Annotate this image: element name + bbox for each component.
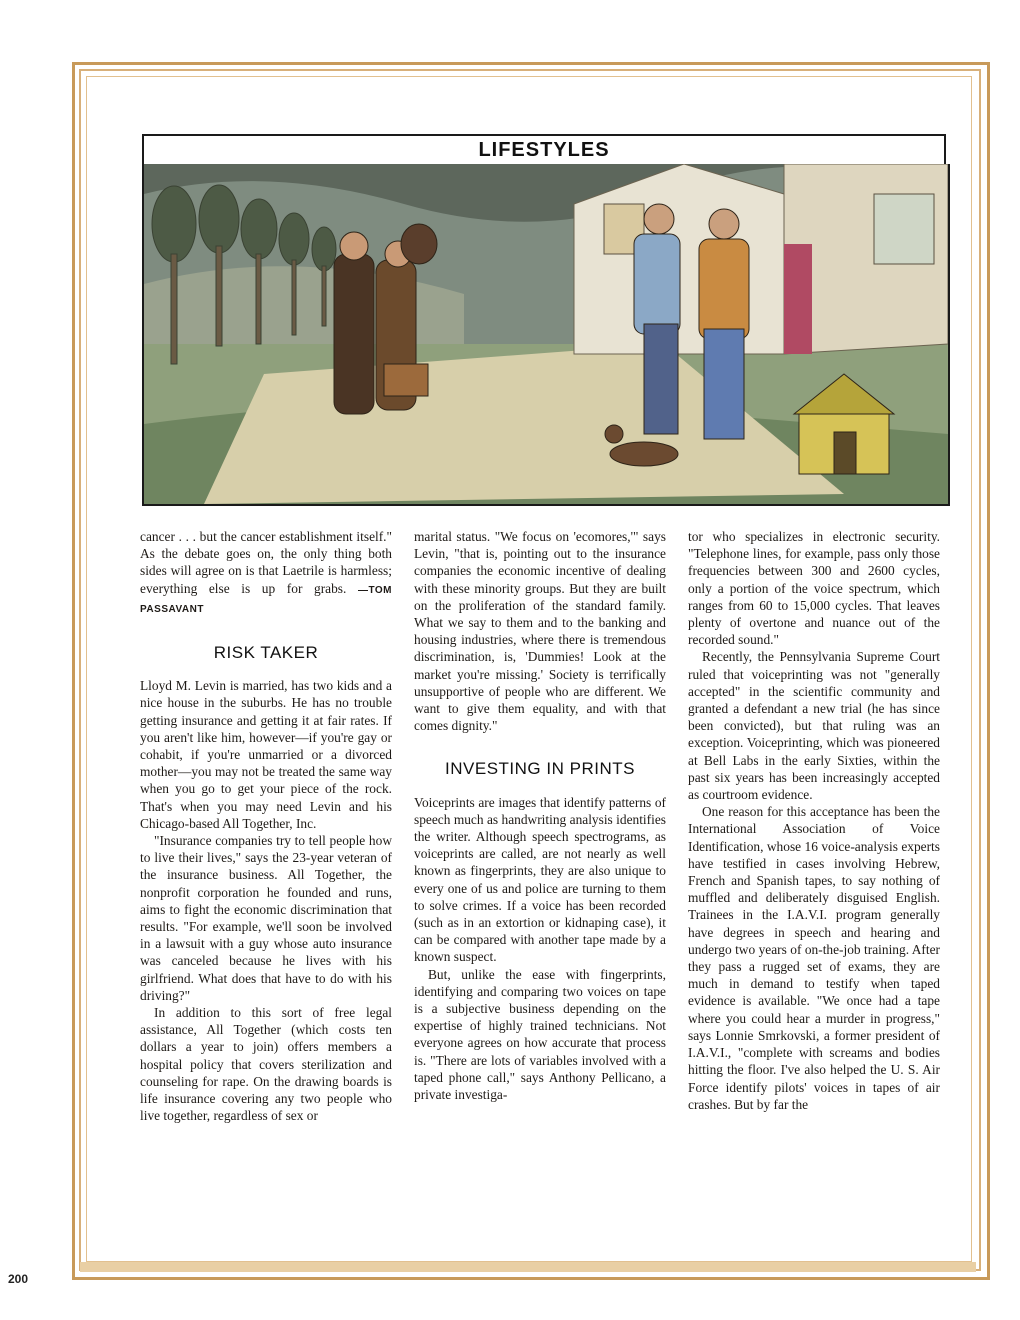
paragraph: tor who specializes in electronic security. "Telephone lines, for example, pass only those frequencies between 300 and 2600 cycles, only a portion of the voice spectrum, which ranges from 60 to 15,000 cycles. That leaves plenty of overtone and nuance out of the recorded sound." [688,529,940,648]
intro-text: cancer . . . but the cancer establishment itself." As the debate goes on, the only thing both sides will agree on is that Laetrile is harmless; everything else is up for grabs. [140,529,392,596]
paragraph: Lloyd M. Levin is married, has two kids and a nice house in the suburbs. He has no trouble getting insurance and getting it at fair rates. If you aren't like him, however—if you're gay or cohabit, if you're unmarried or a divorced mother—you may not be treated the same way when you go to get your piece of the rock. That's when you may need Levin and his Chicago-based All Together, Inc. [140,678,392,831]
heading-investing-in-prints: INVESTING IN PRINTS [445,759,635,779]
paragraph: Recently, the Pennsylvania Supreme Court ruled that voiceprinting was not "generally accepted" in the scientific community and granted a defendant a new trial (he has since been convicted), but that ruling was an exception. Voiceprinting, which was pioneered at Bell Labs in the early Sixties, within the past six years has been increasingly accepted as courtroom evidence. [688,649,940,803]
intro-paragraph [140,528,392,618]
paragraph: One reason for this acceptance has been the International Association of Voice Identification, whose 16 voice-analysis experts have testified in cases involving Hebrew, French and Spanish tapes, to say nothing of muffled and deliberately disguised English. Trainees in the I.A.V.I. program generally have degrees in speech and hearing and undergo two years of on-the-job training. After they pass a rugged set of exams, they are much in demand to testify when taped evidence is available. "We once had a tape where you could hear a murder in progress," says Lonnie Smrkovski, a former president of I.A.V.I., "complete with screams and bodies hitting the floor. I've also helped the U. S. Air Force identify pilots' voices in tapes of air crashes. But by far the [688,804,940,1112]
page-number: 200 [8,1272,29,1286]
paragraph: But, unlike the ease with fingerprints, identifying and comparing two voices on tape is a subjective business depending on the expertise of highly trained technicians. Not everyone agrees on how accurate that process is. "There are lots of variables involved with a taped phone call," says Anthony Pellicano, a private investiga- [414,966,666,1103]
page-border-band [80,1262,976,1272]
paragraph: "Insurance companies try to tell people how to live their lives," says the 23-year veteran of the insurance business. All Together, the nonprofit corporation he founded and runs, aims to fight the economic discrimination that results. "For example, we'll soon be involved in a lawsuit with a guy whose auto insurance was canceled because he lives with his girlfriend. What does that have to do with his driving?" [140,833,392,1003]
paragraph: Voiceprints are images that identify patterns of speech much as handwriting analysis identifies the writer. Although speech spectrograms, as voiceprints are called, are not nearly as well known as fingerprints, they are also unique to every one of us and police are turning to them to solve crimes. If a voice has been recorded (such as in an extortion or kidnaping case), it can be compared with another tape made by a known suspect. [414,794,666,965]
article-column-3 [688,528,940,1113]
article-column-1 [140,528,392,1125]
heading-risk-taker: RISK TAKER [213,643,319,663]
paragraph: In addition to this sort of free legal assistance, All Together (which costs ten dollars a year to join) offers members a hospital policy that covers sterilization and counseling for rape. On the drawing boards is life insurance covering any two people who live together, regardless of sex or [140,1005,392,1124]
paragraph: marital status. "We focus on 'ecomores,'" says Levin, "that is, pointing out to the insurance companies the economic incentive of dealing with these minority groups. But they are built on the proliferation of the standard family. What we say to them and to the banking and housing industries, where there is tremendous discrimination, is, 'Dummies! Look at the market you're missing.' Society is terrifically unsupportive of people who are different. We want to give them equality, and with that comes dignity." [414,529,666,734]
article-column-2 [414,528,666,1103]
byline: —TOM PASSAVANT [140,584,393,615]
illustration-drawing [144,164,948,504]
editorial-illustration [142,164,950,506]
section-header [142,134,946,166]
section-title: LIFESTYLES [478,138,610,161]
